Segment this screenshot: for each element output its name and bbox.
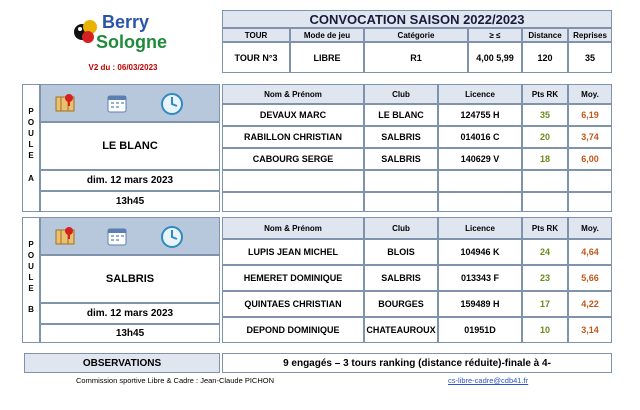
player-header-0: Nom & Prénom (222, 84, 364, 104)
page-title: CONVOCATION SAISON 2022/2023 (222, 10, 612, 28)
table-cell-name: QUINTAES CHRISTIAN (222, 291, 364, 317)
table-cell-name: HEMERET DOMINIQUE (222, 265, 364, 291)
clock-icon (160, 225, 184, 249)
meta-value-0: TOUR N°3 (222, 42, 290, 73)
logo-berry: Berry (102, 12, 150, 32)
logo-sologne: Sologne (96, 32, 167, 52)
table-cell-licence: 01951D (438, 317, 522, 343)
player-header-0: Nom & Prénom (222, 217, 364, 239)
table-cell-licence: 014016 C (438, 126, 522, 148)
meta-header-0: TOUR (222, 28, 290, 42)
poule-date-1: dim. 12 mars 2023 (40, 303, 220, 324)
table-cell-club (364, 192, 438, 212)
table-cell-pts: 18 (522, 148, 568, 170)
meta-value-3: 4,00 5,99 (468, 42, 522, 73)
billiard-balls-icon (72, 18, 98, 44)
calendar-icon (106, 225, 130, 249)
table-cell-moy (568, 170, 612, 192)
logo (68, 6, 178, 60)
table-cell-licence: 104946 K (438, 239, 522, 265)
poule-place-0: LE BLANC (40, 122, 220, 170)
meta-header-4: Distance (522, 28, 568, 42)
table-cell-moy: 6,19 (568, 104, 612, 126)
map-icon (54, 92, 78, 116)
table-cell-licence: 124755 H (438, 104, 522, 126)
table-cell-club: BOURGES (364, 291, 438, 317)
table-cell-name: LUPIS JEAN MICHEL (222, 239, 364, 265)
table-cell-licence (438, 192, 522, 212)
player-header-3: Pts RK (522, 217, 568, 239)
meta-header-5: Reprises (568, 28, 612, 42)
player-header-1: Club (364, 84, 438, 104)
table-cell-licence: 140629 V (438, 148, 522, 170)
player-header-3: Pts RK (522, 84, 568, 104)
table-cell-club: SALBRIS (364, 148, 438, 170)
table-cell-pts: 20 (522, 126, 568, 148)
poule-label-1: P O U L E (27, 240, 35, 293)
poule-letter-1: B (28, 305, 34, 314)
meta-header-2: Catégorie (364, 28, 468, 42)
player-header-2: Licence (438, 84, 522, 104)
clock-icon (160, 92, 184, 116)
table-cell-club: SALBRIS (364, 126, 438, 148)
table-cell-pts (522, 170, 568, 192)
table-cell-club (364, 170, 438, 192)
meta-value-1: LIBRE (290, 42, 364, 73)
table-cell-pts (522, 192, 568, 212)
poule-letter-0: A (28, 174, 34, 183)
table-cell-licence (438, 170, 522, 192)
table-cell-licence: 159489 H (438, 291, 522, 317)
table-cell-moy: 4,64 (568, 239, 612, 265)
meta-value-2: R1 (364, 42, 468, 73)
table-cell-moy: 3,74 (568, 126, 612, 148)
player-header-4: Moy. (568, 84, 612, 104)
observations-text: 9 engagés – 3 tours ranking (distance réduite)-finale à 4- (222, 353, 612, 373)
meta-value-5: 35 (568, 42, 612, 73)
calendar-icon (106, 92, 130, 116)
player-header-4: Moy. (568, 217, 612, 239)
table-cell-club: CHATEAUROUX (364, 317, 438, 343)
meta-header-3: ≥ ≤ (468, 28, 522, 42)
table-cell-name (222, 192, 364, 212)
table-cell-name: CABOURG SERGE (222, 148, 364, 170)
table-cell-moy: 6,00 (568, 148, 612, 170)
meta-header-1: Mode de jeu (290, 28, 364, 42)
commission-text: Commission sportive Libre & Cadre : Jean-Claude PICHON (76, 376, 274, 385)
email-link[interactable]: cs-libre-cadre@cdb41.fr (448, 376, 529, 385)
table-cell-name: RABILLON CHRISTIAN (222, 126, 364, 148)
table-cell-club: BLOIS (364, 239, 438, 265)
observations-label: OBSERVATIONS (24, 353, 220, 373)
table-cell-pts: 10 (522, 317, 568, 343)
poule-date-0: dim. 12 mars 2023 (40, 170, 220, 191)
poule-place-1: SALBRIS (40, 255, 220, 303)
table-cell-pts: 23 (522, 265, 568, 291)
table-cell-moy (568, 192, 612, 212)
version-label: V2 du : 06/03/2023 (88, 62, 158, 72)
table-cell-moy: 4,22 (568, 291, 612, 317)
table-cell-club: LE BLANC (364, 104, 438, 126)
poule-time-1: 13h45 (40, 324, 220, 343)
player-header-2: Licence (438, 217, 522, 239)
table-cell-pts: 24 (522, 239, 568, 265)
table-cell-licence: 013343 F (438, 265, 522, 291)
poule-label-0: P O U L E (27, 107, 35, 160)
meta-value-4: 120 (522, 42, 568, 73)
table-cell-club: SALBRIS (364, 265, 438, 291)
table-cell-name (222, 170, 364, 192)
map-icon (54, 225, 78, 249)
table-cell-moy: 5,66 (568, 265, 612, 291)
table-cell-moy: 3,14 (568, 317, 612, 343)
table-cell-pts: 17 (522, 291, 568, 317)
poule-time-0: 13h45 (40, 191, 220, 212)
player-header-1: Club (364, 217, 438, 239)
table-cell-pts: 35 (522, 104, 568, 126)
table-cell-name: DEPOND DOMINIQUE (222, 317, 364, 343)
table-cell-name: DEVAUX MARC (222, 104, 364, 126)
